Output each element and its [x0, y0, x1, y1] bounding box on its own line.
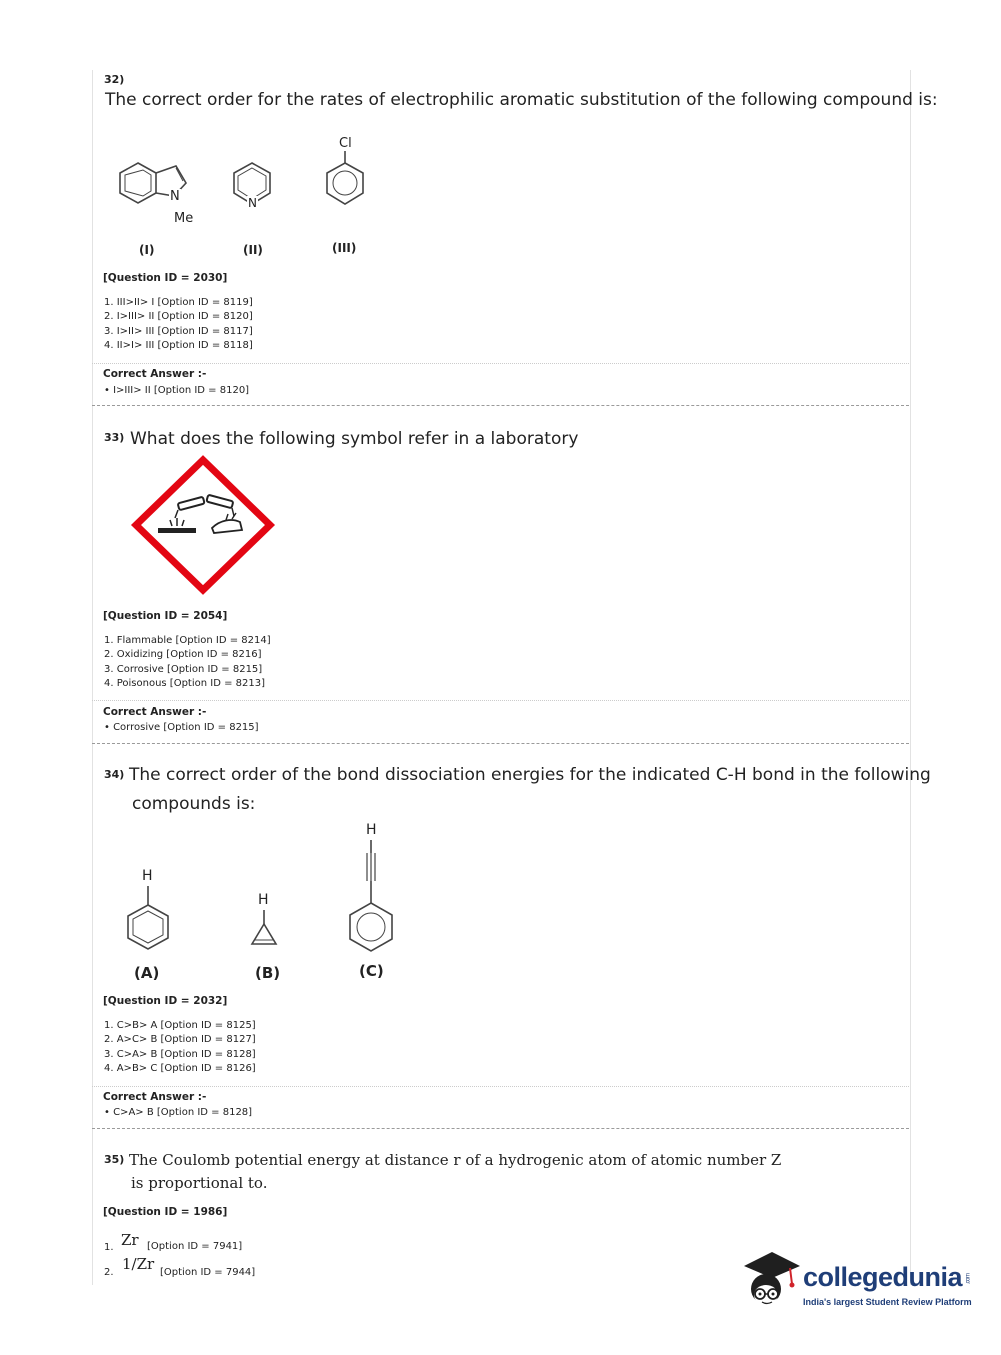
- correct-answer: • Corrosive [Option ID = 8215]: [104, 722, 259, 733]
- options-list: [104, 296, 253, 354]
- option-item[interactable]: 3. Corrosive [Option ID = 8215]: [104, 663, 263, 675]
- correct-answer-text: C>A> B [Option ID = 8128]: [113, 1107, 253, 1118]
- option-number: 2.: [104, 1267, 114, 1278]
- option-item[interactable]: 4. II>I> III [Option ID = 8118]: [104, 340, 253, 352]
- logo-name: collegedunia: [803, 1262, 963, 1292]
- options-list: [104, 634, 271, 692]
- structure-label: (B): [255, 964, 281, 982]
- atom-label-h: H: [366, 822, 377, 838]
- logo-suffix: .com: [965, 1273, 972, 1285]
- question-id: [Question ID = 2032]: [103, 995, 228, 1007]
- question-text-line2: is proportional to.: [131, 1174, 268, 1192]
- option-item[interactable]: 1. III>II> I [Option ID = 8119]: [104, 297, 253, 308]
- atom-label-n: N: [170, 189, 180, 204]
- question-id: [Question ID = 2030]: [103, 272, 228, 284]
- option-item[interactable]: 4. Poisonous [Option ID = 8213]: [104, 678, 265, 690]
- logo-tagline: India's largest Student Review Platform: [803, 1297, 972, 1307]
- question-text: The correct order for the rates of electrophilic aromatic substitution of the following compound is:: [105, 90, 938, 110]
- atom-label-h: H: [142, 868, 153, 884]
- option-item[interactable]: 1. Flammable [Option ID = 8214]: [104, 635, 271, 646]
- options-list: [104, 1019, 256, 1077]
- option-item[interactable]: 3. C>A> B [Option ID = 8128]: [104, 1048, 256, 1060]
- question-number: 33): [104, 431, 125, 444]
- question-divider: [92, 1128, 909, 1129]
- correct-answer-heading: Correct Answer :-: [103, 1091, 207, 1103]
- option-item[interactable]: 4. A>B> C [Option ID = 8126]: [104, 1063, 256, 1075]
- atom-label-n: N: [248, 196, 257, 210]
- structure-label: (III): [332, 241, 357, 255]
- option-formula[interactable]: Zr: [121, 1231, 139, 1249]
- correct-answer: • C>A> B [Option ID = 8128]: [104, 1107, 253, 1118]
- question-divider: [92, 743, 909, 744]
- question-number: 32): [104, 73, 125, 86]
- option-number: 1.: [104, 1242, 114, 1253]
- structure-label: (II): [243, 243, 263, 257]
- structure-label: (I): [139, 243, 155, 257]
- question-text-line1: The correct order of the bond dissociation energies for the indicated C-H bond in the following: [129, 765, 931, 785]
- structure-label: (C): [359, 962, 384, 980]
- structure-label: (A): [134, 964, 160, 982]
- question-text-line1: The Coulomb potential energy at distance r of a hydrogenic atom of atomic number Z: [129, 1151, 782, 1169]
- correct-answer-text: I>III> II [Option ID = 8120]: [113, 385, 250, 396]
- correct-answer: • I>III> II [Option ID = 8120]: [104, 385, 250, 396]
- option-id: [Option ID = 7944]: [160, 1267, 256, 1278]
- correct-answer-heading: Correct Answer :-: [103, 706, 207, 718]
- question-text: What does the following symbol refer in a laboratory: [130, 429, 579, 449]
- question-id: [Question ID = 2054]: [103, 610, 228, 622]
- option-item[interactable]: 2. Oxidizing [Option ID = 8216]: [104, 649, 262, 661]
- option-item[interactable]: 3. I>II> III [Option ID = 8117]: [104, 325, 253, 337]
- question-id: [Question ID = 1986]: [103, 1206, 228, 1218]
- question-divider: [92, 405, 909, 406]
- option-item[interactable]: 1. C>B> A [Option ID = 8125]: [104, 1020, 256, 1031]
- correct-answer-heading: Correct Answer :-: [103, 368, 207, 380]
- atom-label-h: H: [258, 892, 269, 908]
- divider: [92, 1086, 909, 1087]
- correct-answer-text: Corrosive [Option ID = 8215]: [113, 722, 259, 733]
- question-number: 35): [104, 1153, 125, 1166]
- atom-label-me: Me: [174, 211, 194, 226]
- question-text-line2: compounds is:: [132, 794, 256, 814]
- option-formula[interactable]: 1/Zr: [122, 1255, 155, 1273]
- option-item[interactable]: 2. A>C> B [Option ID = 8127]: [104, 1034, 256, 1046]
- question-number: 34): [104, 768, 125, 781]
- divider: [92, 700, 909, 701]
- option-item[interactable]: 2. I>III> II [Option ID = 8120]: [104, 311, 253, 323]
- option-id: [Option ID = 7941]: [147, 1241, 243, 1252]
- logo-wordmark[interactable]: [803, 1262, 974, 1293]
- divider: [92, 363, 909, 364]
- atom-label-cl: Cl: [339, 136, 352, 151]
